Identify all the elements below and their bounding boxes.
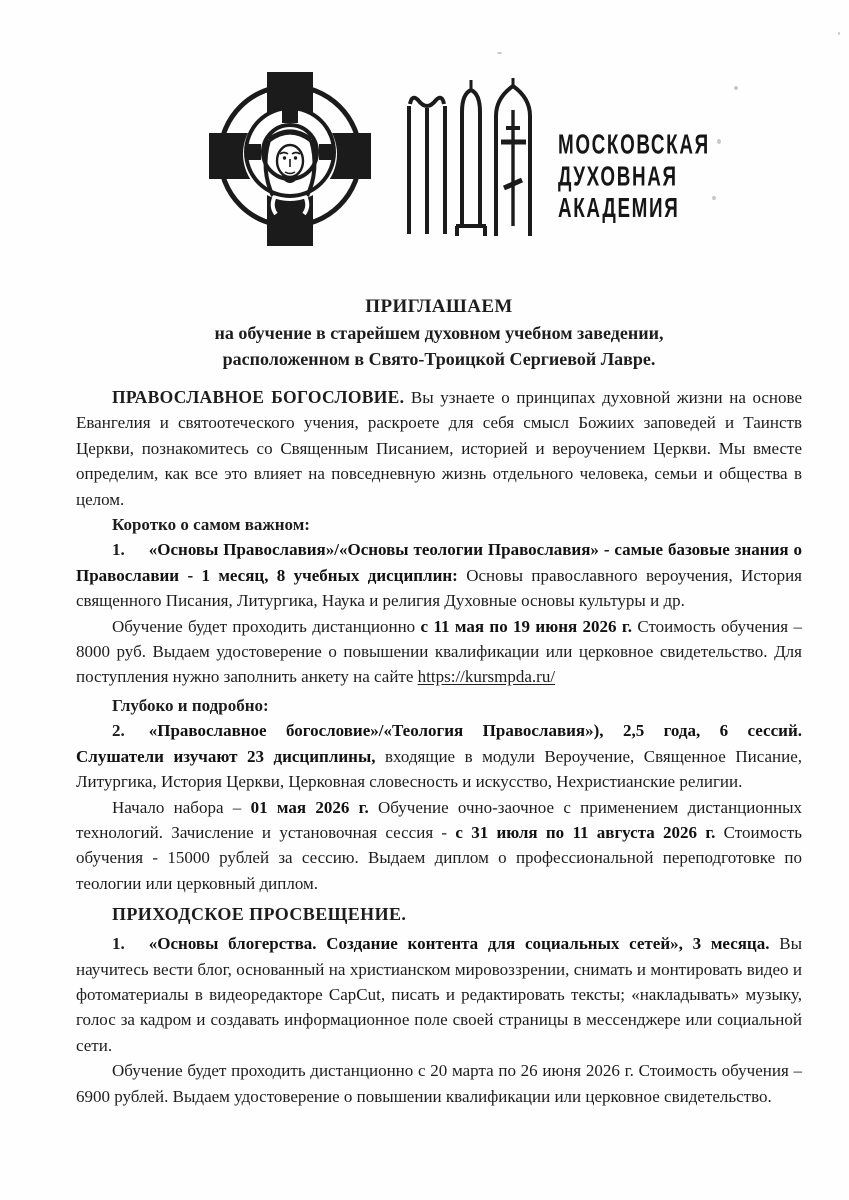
scan-speck [497, 52, 502, 54]
paragraph-blogging-course [76, 931, 802, 1058]
paragraph-course-basics [76, 537, 802, 613]
enrollment-run2: Обучение очно-заочное с применением дистанционных технологий. Зачисление и установочная сессия - [76, 797, 802, 842]
enrollment-run1: Начало набора – [112, 797, 251, 817]
basics-details-run1: Обучение будет проходить дистанционно [112, 616, 421, 636]
enrollment-date-bold: 01 мая 2026 г. [250, 797, 369, 817]
document-body [76, 294, 802, 1109]
course-theology-bold: «Православное богословие»/«Теология Православия»), 2,5 года, 6 сессий. Слушатели изучают 23 дисциплины, [76, 721, 802, 766]
christ-face-cross-icon [205, 64, 375, 248]
scan-speck [734, 86, 738, 90]
list-number: 1. [112, 934, 125, 954]
basics-dates-bold: с 11 мая по 19 июня 2026 г. [420, 616, 632, 636]
list-number: 2. [112, 721, 125, 741]
paragraph-course-theology [76, 718, 802, 794]
org-name-line3: АКАДЕМИЯ [558, 191, 680, 224]
paragraph-enrollment [76, 795, 802, 897]
paragraph-basics-details [76, 614, 802, 690]
invitation-title [76, 294, 802, 372]
heading-in-depth: Глубоко и подробно: [112, 695, 269, 715]
scan-speck [717, 139, 721, 144]
course-basics-text: Основы православного вероучения, История священного Писания, Литургика, Наука и религия Духовные основы культуры и др. [76, 565, 802, 611]
basics-details-run2: Стоимость обучения – 8000 руб. Выдаем удостоверение о повышении квалификации или церковное свидетельство. Для поступления нужно заполнить анкету на сайте [76, 616, 802, 687]
mda-monogram-icon [400, 76, 538, 248]
org-name [558, 128, 710, 223]
kursmpda-link[interactable]: https://kursmpda.ru/ [417, 667, 556, 687]
enrollment-run3: Стоимость обучения - 15000 рублей за сессию. Выдаем диплом о профессиональной переподготовке по теологии или церковный диплом. [76, 822, 802, 893]
orthodox-theology-text: Вы узнаете о принципах духовной жизни на основе Евангелия и святоотеческого учения, раскроете для себя смысл Божиих заповедей и Таинств Церкви, познакомитесь со Священным Писанием, историей и вероучением Церкви. Мы вместе определим, как все это влияет на повседневную жизнь отдельного человека, семьи и общества в целом. [76, 388, 802, 509]
enrollment-session-bold: с 31 июля по 11 августа 2026 г. [455, 822, 716, 842]
heading-short-summary: Коротко о самом важном: [112, 515, 310, 535]
heading-parish-education: ПРИХОДСКОЕ ПРОСВЕЩЕНИЕ. [112, 904, 407, 925]
org-name-line2: ДУХОВНАЯ [558, 159, 678, 192]
title-line-3: расположенном в Свято-Троицкой Сергиевой Лавре. [222, 349, 656, 369]
paragraph-blogging-details: Обучение будет проходить дистанционно с 20 марта по 26 июня 2026 г. Стоимость обучения – 6900 рублей. Выдаем удостоверение о повышении квалификации или церковное свидетельство. [76, 1061, 802, 1106]
orthodox-theology-heading: ПРАВОСЛАВНОЕ БОГОСЛОВИЕ. [112, 387, 405, 407]
org-name-line1: МОСКОВСКАЯ [558, 128, 710, 160]
course-theology-text: входящие в модули Вероучение, Священное Писание, Литургика, История Церкви, Церковная словесность и искусство, Нехристианские религии. [76, 746, 802, 792]
title-line-2: на обучение в старейшем духовном учебном заведении, [214, 323, 664, 343]
scan-speck [838, 32, 840, 35]
title-line-1: ПРИГЛАШАЕМ [365, 296, 513, 317]
list-number: 1. [112, 540, 125, 560]
scan-speck [712, 196, 716, 200]
blogging-course-bold: «Основы блогерства. Создание контента для социальных сетей», 3 месяца. [148, 934, 770, 954]
paragraph-orthodox-theology [76, 385, 802, 512]
course-basics-bold: «Основы Православия»/«Основы теологии Православия» - самые базовые знания о Православии - 1 месяц, 8 учебных дисциплин: [76, 540, 802, 585]
blogging-course-text: Вы научитесь вести блог, основанный на христианском мировоззрении, снимать и монтировать видео и фотоматериалы в видеоредакторе CapCut, писать и редактировать тексты; «накладывать» музыку, голос за кадром и создавать информационное поле своей страницы в мессенджере или социальной сети. [76, 934, 802, 1055]
